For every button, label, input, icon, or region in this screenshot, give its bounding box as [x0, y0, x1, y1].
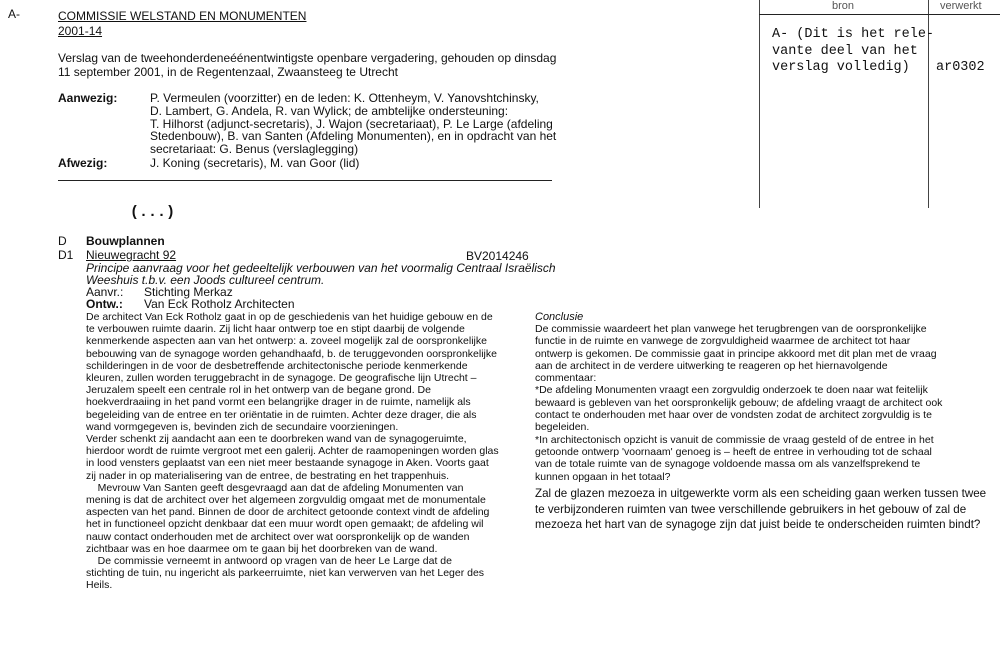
- present-list: [150, 92, 570, 156]
- section-letter: D: [58, 234, 67, 248]
- item-address: Nieuwegracht 92: [86, 248, 177, 262]
- intro-line-1: Verslag van de tweehonderdeneéénentwintigste openbare vergadering, gehouden op dinsdag: [58, 51, 557, 65]
- text-line: Verder schenkt zij aandacht aan een te doorbreken wand van de synagogeruimte,: [86, 433, 467, 446]
- source-note-line: vante deel van het: [772, 43, 918, 59]
- present-line: D. Lambert, G. Andela, R. van Wylick; de ambtelijke ondersteuning:: [150, 103, 509, 118]
- document-title: COMMISSIE WELSTAND EN MONUMENTEN: [58, 9, 307, 23]
- text-line: te verbijzonderen ruimten van twee verschillende gebruikers in het gebouw of zal de: [535, 502, 967, 516]
- header-divider: [58, 180, 552, 181]
- text-line: zichtbaar was en hoe daarmee om te gaan bij het doorbreken van de wand.: [86, 542, 438, 555]
- text-line: *De afdeling Monumenten vraagt een zorgvuldig onderzoek te doen naar wat feitelijk: [535, 384, 928, 397]
- text-line: contact te onderhouden met haar over de vondsten zodat de architect zorgvuldig is te: [535, 409, 932, 422]
- text-line: Jeruzalem speelt een centrale rol in het ontwerp van de begane grond. De: [86, 384, 431, 397]
- text-line: wand vormgegeven is, bevinden zich de secundaire voorzieningen.: [86, 420, 399, 433]
- item-reference: BV2014246: [466, 249, 529, 263]
- subject-line-2: Weeshuis t.b.v. een Joods cultureel centrum.: [86, 273, 325, 287]
- text-line: van de totale ruimte van de synagoge voldoende massa om als vanzelfsprekend te: [535, 458, 921, 471]
- text-line: getoonde ontwerp 'voornaam' genoeg is – heeft de entree in verhouding tot de schaal: [535, 445, 932, 458]
- text-line: stichting de tuin, nu ingericht als parkeerruimte, niet kan verwerven van het Leger des: [86, 567, 485, 580]
- present-label: Aanwezig:: [58, 91, 118, 105]
- text-line: bebouwing van de synagoge worden gehandhaafd, b. de teruggevonden oorspronkelijke: [86, 347, 497, 360]
- conclusion-question: [535, 486, 995, 533]
- source-column-header: bron: [832, 0, 855, 12]
- text-line: mezoeza het hart van de synagoge zijn dat juist beide te onderscheiden ruimten bindt?: [535, 518, 981, 531]
- text-line: begeleiding van de entree en ter oriëntatie in de ruimten. Achter deze drager, die als: [86, 408, 477, 421]
- text-line: aan de architect in de verdere uitwerking te reageren op het hiernavolgende: [535, 359, 888, 372]
- text-line: zij nader in op materialisering van de entree, de bestrating en het trappenhuis.: [86, 469, 450, 482]
- text-line: De architect Van Eck Rotholz gaat in op de geschiedenis van het huidige gebouw en de: [86, 311, 493, 323]
- conclusion-text: [535, 323, 985, 483]
- text-line: kenmerkende aspecten aan van het ontwerp: a. zoveel mogelijk zal de oorspronkelijke: [86, 335, 487, 348]
- text-line: Mevrouw Van Santen geeft desgevraagd aan dat de afdeling Monumenten van: [86, 481, 464, 494]
- text-line: *In architectonisch opzicht is vanuit de commissie de vraag gesteld of de entree in het: [535, 433, 934, 446]
- present-line: T. Hilhorst (adjunct-secretaris), J. Wajon (secretariaat), P. Le Large (afdeling: [150, 116, 553, 131]
- text-line: in lood vensters geplaatst van een niet meer bestaande synagoge in Aken. Voorts gaat: [86, 457, 489, 470]
- text-line: mening is dat de architect over het algemeen zorgvuldig omgaat met de monumentale: [86, 494, 486, 507]
- text-line: nauw contact onderhouden met de architect over wat oorspronkelijk op de wanden: [86, 530, 470, 543]
- present-line: secretariaat: G. Benus (verslaglegging): [150, 142, 359, 157]
- present-line: P. Vermeulen (voorzitter) en de leden: K. Ottenheym, V. Yanovshtchinsky,: [150, 91, 539, 105]
- text-line: begeleiden.: [535, 421, 590, 434]
- text-line: Zal de glazen mezoeza in uitgewerkte vorm als een scheiding gaan werken tussen twee: [535, 487, 987, 500]
- text-line: het in functioneel opzicht denkbaar dat een muur wordt open gemaakt; de afdeling wil: [86, 518, 484, 531]
- text-line: hoekverdraaiing in het pand vormt een belangrijke drager in de ruimte, namelijk als: [86, 396, 471, 409]
- margin-mark: A-: [8, 7, 20, 21]
- conclusion-heading: Conclusie: [535, 311, 584, 323]
- subject-line-1: Principe aanvraag voor het gedeeltelijk verbouwen van het voormalig Centraal Israëlisch: [86, 261, 556, 275]
- source-box-left-border: [759, 0, 760, 208]
- text-line: aspecten van het pand. Binnen de door de architect getoonde context vindt de afdeling: [86, 506, 490, 519]
- intro-line-2: 11 september 2001, in de Regentenzaal, Zwaansteeg te Utrecht: [58, 65, 398, 79]
- source-box-header-line: [759, 14, 1000, 15]
- design-value: Van Eck Rotholz Architecten: [144, 297, 295, 311]
- applicant-label: Aanvr.:: [86, 285, 124, 299]
- text-line: functie in de ruimte en vanwege de zorgvuldigheid waarmee de architect tot haar: [535, 335, 911, 348]
- absent-text: J. Koning (secretaris), M. van Goor (lid): [150, 156, 360, 170]
- document-year: 2001-14: [58, 24, 103, 38]
- text-line: De commissie verneemt in antwoord op vragen van de heer Le Large dat de: [86, 555, 452, 568]
- processed-column-header: verwerkt: [940, 0, 982, 12]
- design-label: Ontw.:: [86, 297, 123, 311]
- text-line: commentaar:: [535, 372, 597, 385]
- source-note-line: verslag volledig): [772, 60, 910, 75]
- text-line: kunnen opgaan in het totaal?: [535, 470, 671, 483]
- text-line: Heils.: [86, 579, 113, 592]
- text-line: De commissie waardeert het plan vanwege het terugbrengen van de oorspronkelijke: [535, 323, 927, 335]
- absent-label: Afwezig:: [58, 156, 108, 170]
- processed-code: ar0302: [936, 60, 985, 75]
- source-note: [772, 27, 934, 77]
- ellipsis: (...): [130, 204, 176, 221]
- text-line: kleuren, zullen worden teruggebracht in de synagoge. De geografische lijn Utrecht –: [86, 372, 477, 385]
- text-line: schilderingen in de voor de desbetreffende architectonische periode kenmerkende: [86, 359, 468, 372]
- text-line: bewaard is gebleven van het oorspronkelijk gebouw; de afdeling vraagt de architect ook: [535, 396, 943, 409]
- present-line: Stedenbouw), B. van Santen (Afdeling Monumenten), en in opdracht van het: [150, 129, 557, 144]
- section-title: Bouwplannen: [86, 234, 165, 248]
- source-note-line: A- (Dit is het rele-: [772, 27, 935, 42]
- text-line: ontwerp is gekomen. De commissie gaat in principe akkoord met dit plan met de vraag: [535, 347, 937, 360]
- body-text: [86, 311, 526, 592]
- item-number: D1: [58, 248, 74, 262]
- text-line: te verbouwen ruimte daarin. Zij licht haar ontwerp toe en stipt daarbij de volgende: [86, 323, 465, 336]
- text-line: hierdoor wordt de ruimte vergroot met een galerij. Achter de raamopeningen worden glas: [86, 445, 499, 458]
- applicant-value: Stichting Merkaz: [144, 285, 233, 299]
